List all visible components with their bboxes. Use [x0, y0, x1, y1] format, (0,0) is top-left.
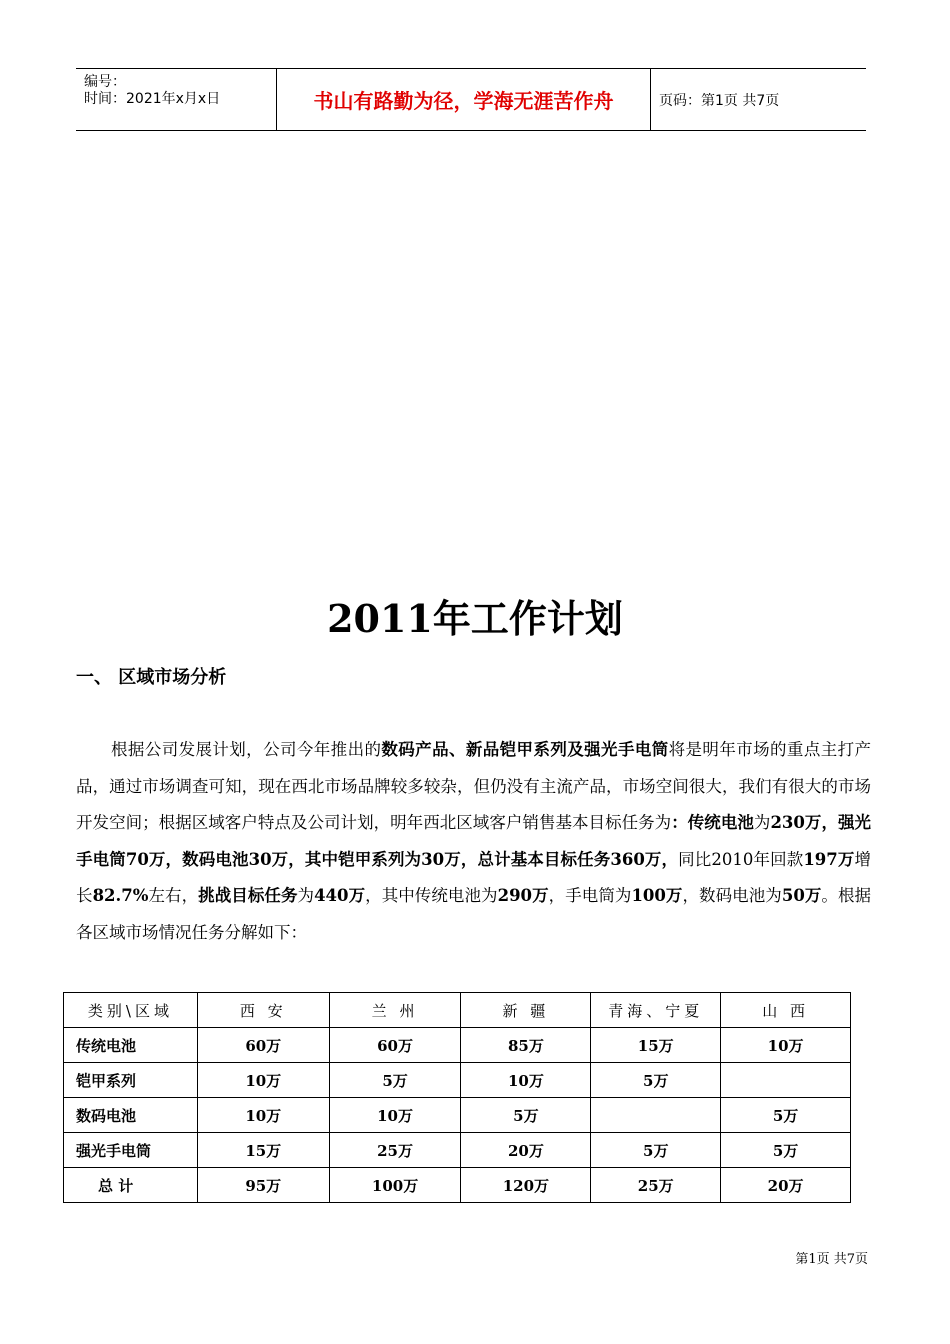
bold-text-run: 197万: [803, 849, 855, 869]
table-cell: 60万: [197, 1028, 329, 1063]
table-cell: 10万: [721, 1028, 851, 1063]
text-run: 为: [297, 886, 315, 905]
section-heading: 一、 区域市场分析: [76, 667, 227, 688]
table-row: [64, 1133, 851, 1168]
text-run: 同比2010年回款: [678, 849, 804, 869]
row-category-cell: 铠甲系列: [64, 1063, 198, 1098]
number-label: 编号：: [84, 74, 126, 90]
table-header-cell: 山 西: [721, 993, 851, 1028]
bold-text-run: 230万，强光手电筒70万，数码电池30万，其中铠甲系列为30万，总计基本目标任务360万，: [76, 813, 872, 869]
table-cell: [721, 1063, 851, 1098]
text-run: 左右，: [148, 886, 199, 905]
table-header-cell: 兰 州: [329, 993, 461, 1028]
table-cell: 20万: [721, 1168, 851, 1203]
text-run: ，手电筒为: [548, 886, 632, 905]
task-table: [63, 992, 851, 1203]
table-cell: 5万: [591, 1133, 721, 1168]
table-cell: 10万: [329, 1098, 461, 1133]
text-run: 。根据各区域市场情况任务分解如下：: [76, 886, 872, 942]
row-category-cell: 强光手电筒: [64, 1133, 198, 1168]
table-cell: 10万: [461, 1063, 591, 1098]
bold-text-run: 290万: [497, 886, 549, 905]
table-cell: 120万: [461, 1168, 591, 1203]
table-header-row: [64, 993, 851, 1028]
row-category-cell: 传统电池: [64, 1028, 198, 1063]
bold-text-run: 挑战目标任务: [198, 886, 298, 905]
text-run: 增长: [76, 849, 871, 905]
table-cell: 5万: [721, 1098, 851, 1133]
table-cell: 25万: [591, 1168, 721, 1203]
row-category-cell: 总 计: [64, 1168, 198, 1203]
text-run: 为: [753, 813, 771, 832]
bold-text-run: 82.7%: [92, 886, 149, 905]
table-cell: 95万: [197, 1168, 329, 1203]
text-run: 根据公司发展计划，公司今年推出的: [111, 740, 382, 759]
date-line: 时间：2021年x月x日: [84, 91, 221, 107]
table-cell: 20万: [461, 1133, 591, 1168]
table-header-cell: 新 疆: [461, 993, 591, 1028]
table-header-cell: 类别\区域: [64, 993, 198, 1028]
table-cell: 100万: [329, 1168, 461, 1203]
body-paragraph: [76, 732, 871, 951]
table-cell: 5万: [591, 1063, 721, 1098]
header-motto: 书山有路勤为径，学海无涯苦作舟: [277, 69, 651, 130]
table-header-cell: 西 安: [197, 993, 329, 1028]
table-cell: 5万: [461, 1098, 591, 1133]
table-cell: 15万: [197, 1133, 329, 1168]
table-row: [64, 1168, 851, 1203]
text-run: ，其中传统电池为: [365, 886, 498, 905]
header-meta: [76, 69, 277, 130]
bold-text-run: 100万: [631, 886, 683, 905]
bold-text-run: 440万: [314, 886, 366, 905]
bold-text-run: 50万: [781, 886, 822, 905]
table-row: [64, 1098, 851, 1133]
text-run: 将是明年市场的重点主打产品，通过市场调查可知，现在西北市场品牌较多较杂，但仍没有主流产品，市场空间很大，我们有很大的市场开发空间；根据区域客户特点及公司计划，明年西北区域客户销售基本目标任务为: [76, 740, 872, 832]
table-header-cell: 青海、宁夏: [591, 993, 721, 1028]
table-row: [64, 1028, 851, 1063]
header-page-info: 页码：第1页 共7页: [659, 92, 780, 109]
table-cell: 25万: [329, 1133, 461, 1168]
table-cell: 5万: [329, 1063, 461, 1098]
bold-text-run: ：传统电池: [671, 813, 754, 832]
table-cell: 10万: [197, 1063, 329, 1098]
table-cell: 5万: [721, 1133, 851, 1168]
table-cell: [591, 1098, 721, 1133]
table-row: [64, 1063, 851, 1098]
table-cell: 10万: [197, 1098, 329, 1133]
page-header: [76, 68, 866, 131]
table-cell: 85万: [461, 1028, 591, 1063]
table-cell: 15万: [591, 1028, 721, 1063]
bold-text-run: 数码产品、新品铠甲系列及强光手电筒: [381, 740, 669, 759]
row-category-cell: 数码电池: [64, 1098, 198, 1133]
page-footer: 第1页 共7页: [795, 1252, 868, 1267]
document-title: 2011年工作计划: [327, 596, 623, 641]
text-run: ，数码电池为: [682, 886, 782, 905]
table-cell: 60万: [329, 1028, 461, 1063]
